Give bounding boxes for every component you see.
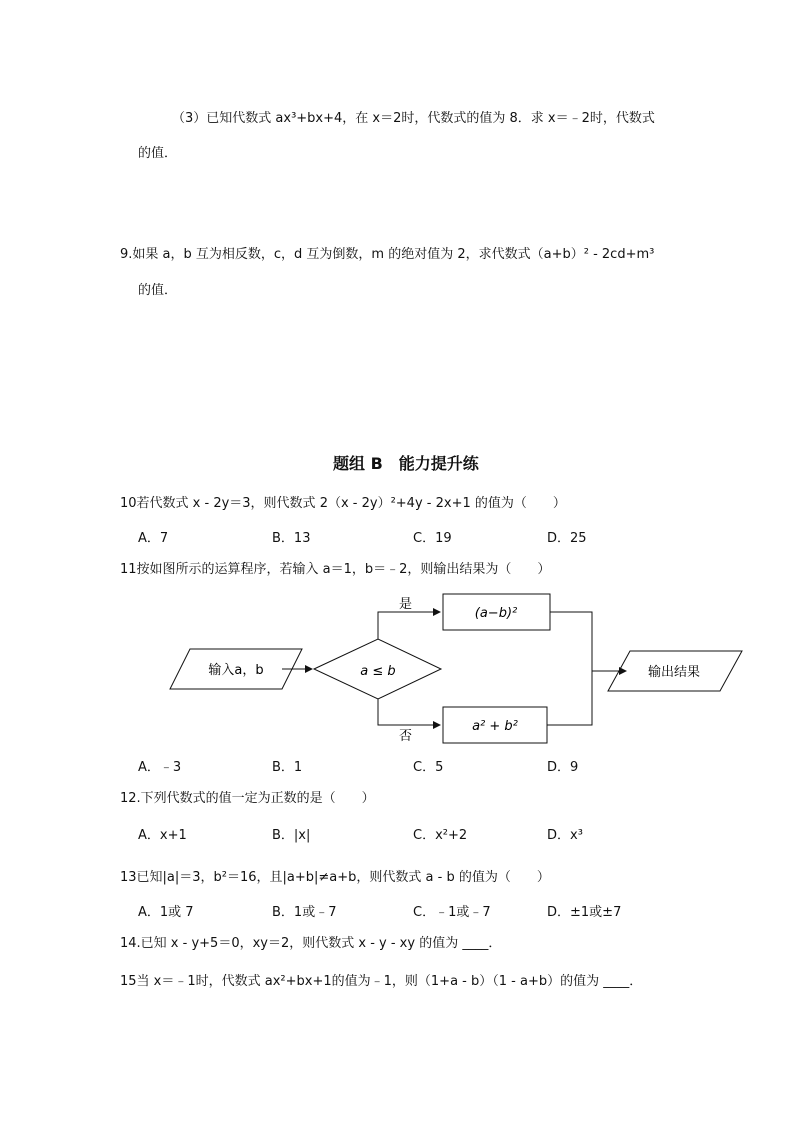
section-title: 题组 B 能力提升练 — [333, 454, 479, 473]
flow-yes-line — [378, 612, 440, 639]
flowchart — [0, 585, 794, 755]
q13-option-b: B．1或﹣7 — [272, 905, 337, 920]
flow-input-label: 输入a，b — [208, 663, 264, 678]
q13-option-a: A．1或 7 — [138, 905, 194, 920]
flow-yes-label: 是 — [399, 597, 413, 612]
q14-stem: 14.已知 x - y+5＝0，xy＝2，则代数式 x - y - xy 的值为 ____． — [120, 936, 502, 951]
q12-option-d: D．x³ — [547, 828, 583, 843]
q9-line2: 的值． — [138, 283, 178, 298]
q11-option-b: B．1 — [272, 760, 303, 775]
q12-stem: 12.下列代数式的值一定为正数的是（ ） — [120, 791, 375, 806]
q10-option-c: C．19 — [413, 531, 452, 546]
q11-option-a: A．﹣3 — [138, 760, 182, 775]
q8-part3-line2: 的值． — [138, 146, 178, 161]
q12-option-c: C．x²+2 — [413, 828, 468, 843]
q13-option-d: D．±1或±7 — [547, 905, 622, 920]
flow-merge-yes — [547, 612, 592, 725]
q13-stem: 13已知|a|＝3，b²＝16，且|a+b|≠a+b，则代数式 a - b 的值为（ ） — [120, 870, 550, 885]
flow-no-line — [378, 699, 440, 725]
q10-option-a: A．7 — [138, 531, 169, 546]
q10-option-b: B．13 — [272, 531, 311, 546]
flow-no-box-label: a² + b² — [472, 719, 518, 734]
q9-line1: 9.如果 a，b 互为相反数，c，d 互为倒数，m 的绝对值为 2，求代数式（a+b）² - 2cd+m³ — [120, 247, 655, 262]
flow-output-label: 输出结果 — [647, 665, 701, 680]
q11-option-c: C．5 — [413, 760, 444, 775]
q8-part3-line1: （3）已知代数式 ax³+bx+4，在 x＝2时，代数式的值为 8．求 x＝﹣2时，代数式 — [172, 111, 655, 126]
q10-option-d: D．25 — [547, 531, 587, 546]
q11-option-d: D．9 — [547, 760, 579, 775]
q10-stem: 10若代数式 x - 2y＝3，则代数式 2（x - 2y）²+4y - 2x+1 的值为（ ） — [120, 496, 566, 511]
flow-no-label: 否 — [399, 729, 413, 744]
flow-condition-label: a ≤ b — [360, 664, 396, 679]
q11-stem: 11按如图所示的运算程序，若输入 a＝1，b＝﹣2，则输出结果为（ ） — [120, 562, 551, 577]
q12-option-a: A．x+1 — [138, 828, 187, 843]
q12-option-b: B．|x| — [272, 828, 311, 843]
q13-option-c: C．﹣1或﹣7 — [413, 905, 491, 920]
flow-yes-box-label: (a−b)² — [474, 606, 518, 621]
q15-stem: 15当 x＝﹣1时，代数式 ax²+bx+1的值为﹣1，则（1+a - b）（1 - a+b）的值为 ____． — [120, 974, 643, 989]
